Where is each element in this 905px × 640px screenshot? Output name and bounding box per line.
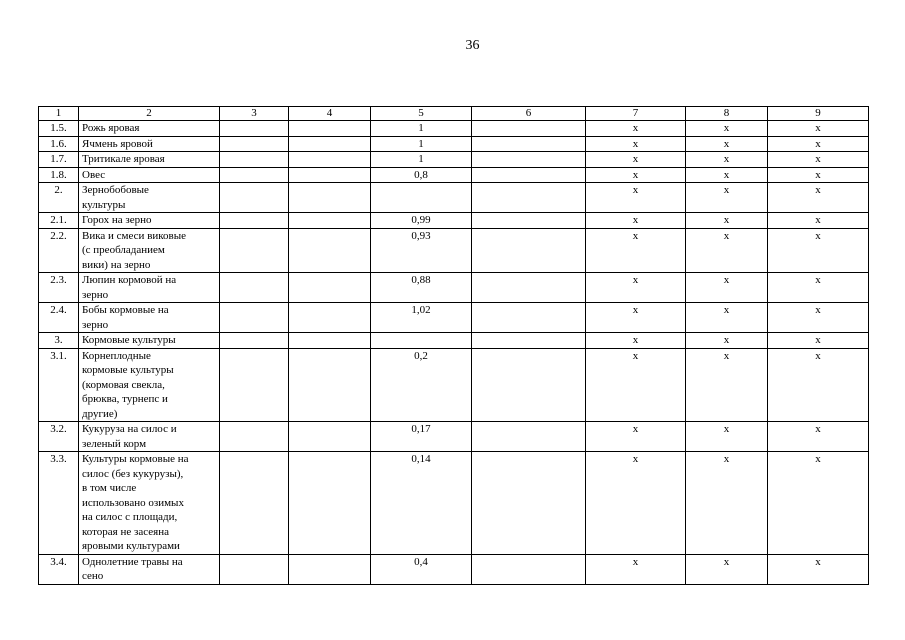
cell-col-9: x [768, 213, 869, 229]
cell-col-9: x [768, 554, 869, 584]
cell-col-9: x [768, 121, 869, 137]
cell-col-3 [220, 452, 289, 555]
row-number: 2.4. [39, 303, 79, 333]
crop-name: Однолетние травы на сено [79, 554, 220, 584]
cell-col-7: x [586, 422, 686, 452]
row-number: 3.2. [39, 422, 79, 452]
cell-col-7: x [586, 273, 686, 303]
table-row [39, 167, 869, 183]
coefficient-value: 0,2 [371, 348, 472, 422]
cell-col-6 [472, 422, 586, 452]
cell-col-8: x [686, 136, 768, 152]
table-row [39, 303, 869, 333]
cell-col-6 [472, 136, 586, 152]
coefficient-value: 1 [371, 136, 472, 152]
crop-name: Вика и смеси виковые (с преобладанием вики) на зерно [79, 228, 220, 273]
table-row [39, 348, 869, 422]
cell-col-7: x [586, 333, 686, 349]
coefficient-value: 1,02 [371, 303, 472, 333]
cell-col-6 [472, 121, 586, 137]
cell-col-7: x [586, 228, 686, 273]
coefficient-value: 0,17 [371, 422, 472, 452]
column-header-9: 9 [768, 107, 869, 121]
cell-col-6 [472, 183, 586, 213]
cell-col-7: x [586, 136, 686, 152]
row-number: 1.7. [39, 152, 79, 168]
row-number: 1.6. [39, 136, 79, 152]
row-number: 1.8. [39, 167, 79, 183]
cell-col-3 [220, 183, 289, 213]
coefficient-value: 0,88 [371, 273, 472, 303]
cell-col-7: x [586, 452, 686, 555]
cell-col-8: x [686, 213, 768, 229]
table-row [39, 152, 869, 168]
cell-col-9: x [768, 167, 869, 183]
cell-col-4 [289, 167, 371, 183]
cell-col-9: x [768, 452, 869, 555]
cell-col-8: x [686, 167, 768, 183]
cell-col-4 [289, 273, 371, 303]
cell-col-8: x [686, 228, 768, 273]
crop-name: Корнеплодные кормовые культуры (кормовая свекла, брюква, турнепс и другие) [79, 348, 220, 422]
crop-coefficient-table [38, 106, 869, 585]
cell-col-9: x [768, 136, 869, 152]
cell-col-3 [220, 422, 289, 452]
cell-col-8: x [686, 422, 768, 452]
table-header-row [39, 107, 869, 121]
cell-col-8: x [686, 152, 768, 168]
cell-col-4 [289, 303, 371, 333]
coefficient-value: 0,99 [371, 213, 472, 229]
column-header-7: 7 [586, 107, 686, 121]
coefficient-value: 1 [371, 121, 472, 137]
table-row [39, 422, 869, 452]
table-row [39, 333, 869, 349]
table-row [39, 554, 869, 584]
cell-col-6 [472, 333, 586, 349]
cell-col-3 [220, 303, 289, 333]
cell-col-6 [472, 554, 586, 584]
cell-col-4 [289, 348, 371, 422]
cell-col-6 [472, 213, 586, 229]
row-number: 1.5. [39, 121, 79, 137]
cell-col-8: x [686, 183, 768, 213]
row-number: 2.1. [39, 213, 79, 229]
cell-col-7: x [586, 213, 686, 229]
table-row [39, 452, 869, 555]
cell-col-7: x [586, 152, 686, 168]
cell-col-4 [289, 422, 371, 452]
row-number: 3. [39, 333, 79, 349]
column-header-5: 5 [371, 107, 472, 121]
cell-col-4 [289, 121, 371, 137]
crop-name: Зернобобовые культуры [79, 183, 220, 213]
cell-col-8: x [686, 333, 768, 349]
cell-col-6 [472, 152, 586, 168]
row-number: 2.3. [39, 273, 79, 303]
cell-col-6 [472, 167, 586, 183]
cell-col-9: x [768, 303, 869, 333]
row-number: 2. [39, 183, 79, 213]
crop-name: Кормовые культуры [79, 333, 220, 349]
cell-col-4 [289, 333, 371, 349]
cell-col-7: x [586, 554, 686, 584]
cell-col-3 [220, 348, 289, 422]
column-header-3: 3 [220, 107, 289, 121]
cell-col-9: x [768, 348, 869, 422]
cell-col-9: x [768, 152, 869, 168]
cell-col-4 [289, 554, 371, 584]
row-number: 3.4. [39, 554, 79, 584]
cell-col-3 [220, 152, 289, 168]
page-number: 36 [465, 38, 480, 53]
cell-col-8: x [686, 554, 768, 584]
crop-name: Бобы кормовые на зерно [79, 303, 220, 333]
cell-col-4 [289, 152, 371, 168]
cell-col-3 [220, 273, 289, 303]
cell-col-9: x [768, 422, 869, 452]
table-row [39, 213, 869, 229]
cell-col-8: x [686, 348, 768, 422]
table-row [39, 273, 869, 303]
table-row [39, 228, 869, 273]
row-number: 3.3. [39, 452, 79, 555]
cell-col-4 [289, 228, 371, 273]
cell-col-8: x [686, 303, 768, 333]
coefficient-value: 0,14 [371, 452, 472, 555]
cell-col-3 [220, 167, 289, 183]
cell-col-8: x [686, 273, 768, 303]
cell-col-4 [289, 452, 371, 555]
cell-col-9: x [768, 228, 869, 273]
cell-col-4 [289, 136, 371, 152]
table-row [39, 136, 869, 152]
cell-col-3 [220, 121, 289, 137]
cell-col-3 [220, 213, 289, 229]
cell-col-9: x [768, 273, 869, 303]
column-header-6: 6 [472, 107, 586, 121]
crop-name: Кукуруза на силос и зеленый корм [79, 422, 220, 452]
cell-col-7: x [586, 303, 686, 333]
cell-col-8: x [686, 452, 768, 555]
cell-col-6 [472, 303, 586, 333]
cell-col-6 [472, 452, 586, 555]
coefficient-value [371, 333, 472, 349]
cell-col-8: x [686, 121, 768, 137]
cell-col-3 [220, 136, 289, 152]
cell-col-3 [220, 228, 289, 273]
crop-name: Рожь яровая [79, 121, 220, 137]
column-header-4: 4 [289, 107, 371, 121]
cell-col-7: x [586, 167, 686, 183]
row-number: 2.2. [39, 228, 79, 273]
column-header-8: 8 [686, 107, 768, 121]
cell-col-6 [472, 228, 586, 273]
row-number: 3.1. [39, 348, 79, 422]
coefficient-value: 0,8 [371, 167, 472, 183]
cell-col-6 [472, 273, 586, 303]
cell-col-4 [289, 183, 371, 213]
cell-col-3 [220, 554, 289, 584]
coefficient-value [371, 183, 472, 213]
crop-name: Ячмень яровой [79, 136, 220, 152]
cell-col-7: x [586, 121, 686, 137]
cell-col-3 [220, 333, 289, 349]
cell-col-9: x [768, 183, 869, 213]
crop-name: Овес [79, 167, 220, 183]
cell-col-7: x [586, 183, 686, 213]
cell-col-7: x [586, 348, 686, 422]
table-row [39, 183, 869, 213]
coefficient-value: 1 [371, 152, 472, 168]
coefficient-value: 0,93 [371, 228, 472, 273]
crop-name: Тритикале яровая [79, 152, 220, 168]
cell-col-4 [289, 213, 371, 229]
crop-name: Горох на зерно [79, 213, 220, 229]
table-body [39, 107, 869, 585]
cell-col-9: x [768, 333, 869, 349]
column-header-1: 1 [39, 107, 79, 121]
column-header-2: 2 [79, 107, 220, 121]
cell-col-6 [472, 348, 586, 422]
crop-name: Культуры кормовые на силос (без кукурузы), в том числе использовано озимых на силос с площади, которая не засеяна яровыми культурами [79, 452, 220, 555]
crop-name: Люпин кормовой на зерно [79, 273, 220, 303]
table-row [39, 121, 869, 137]
coefficient-value: 0,4 [371, 554, 472, 584]
